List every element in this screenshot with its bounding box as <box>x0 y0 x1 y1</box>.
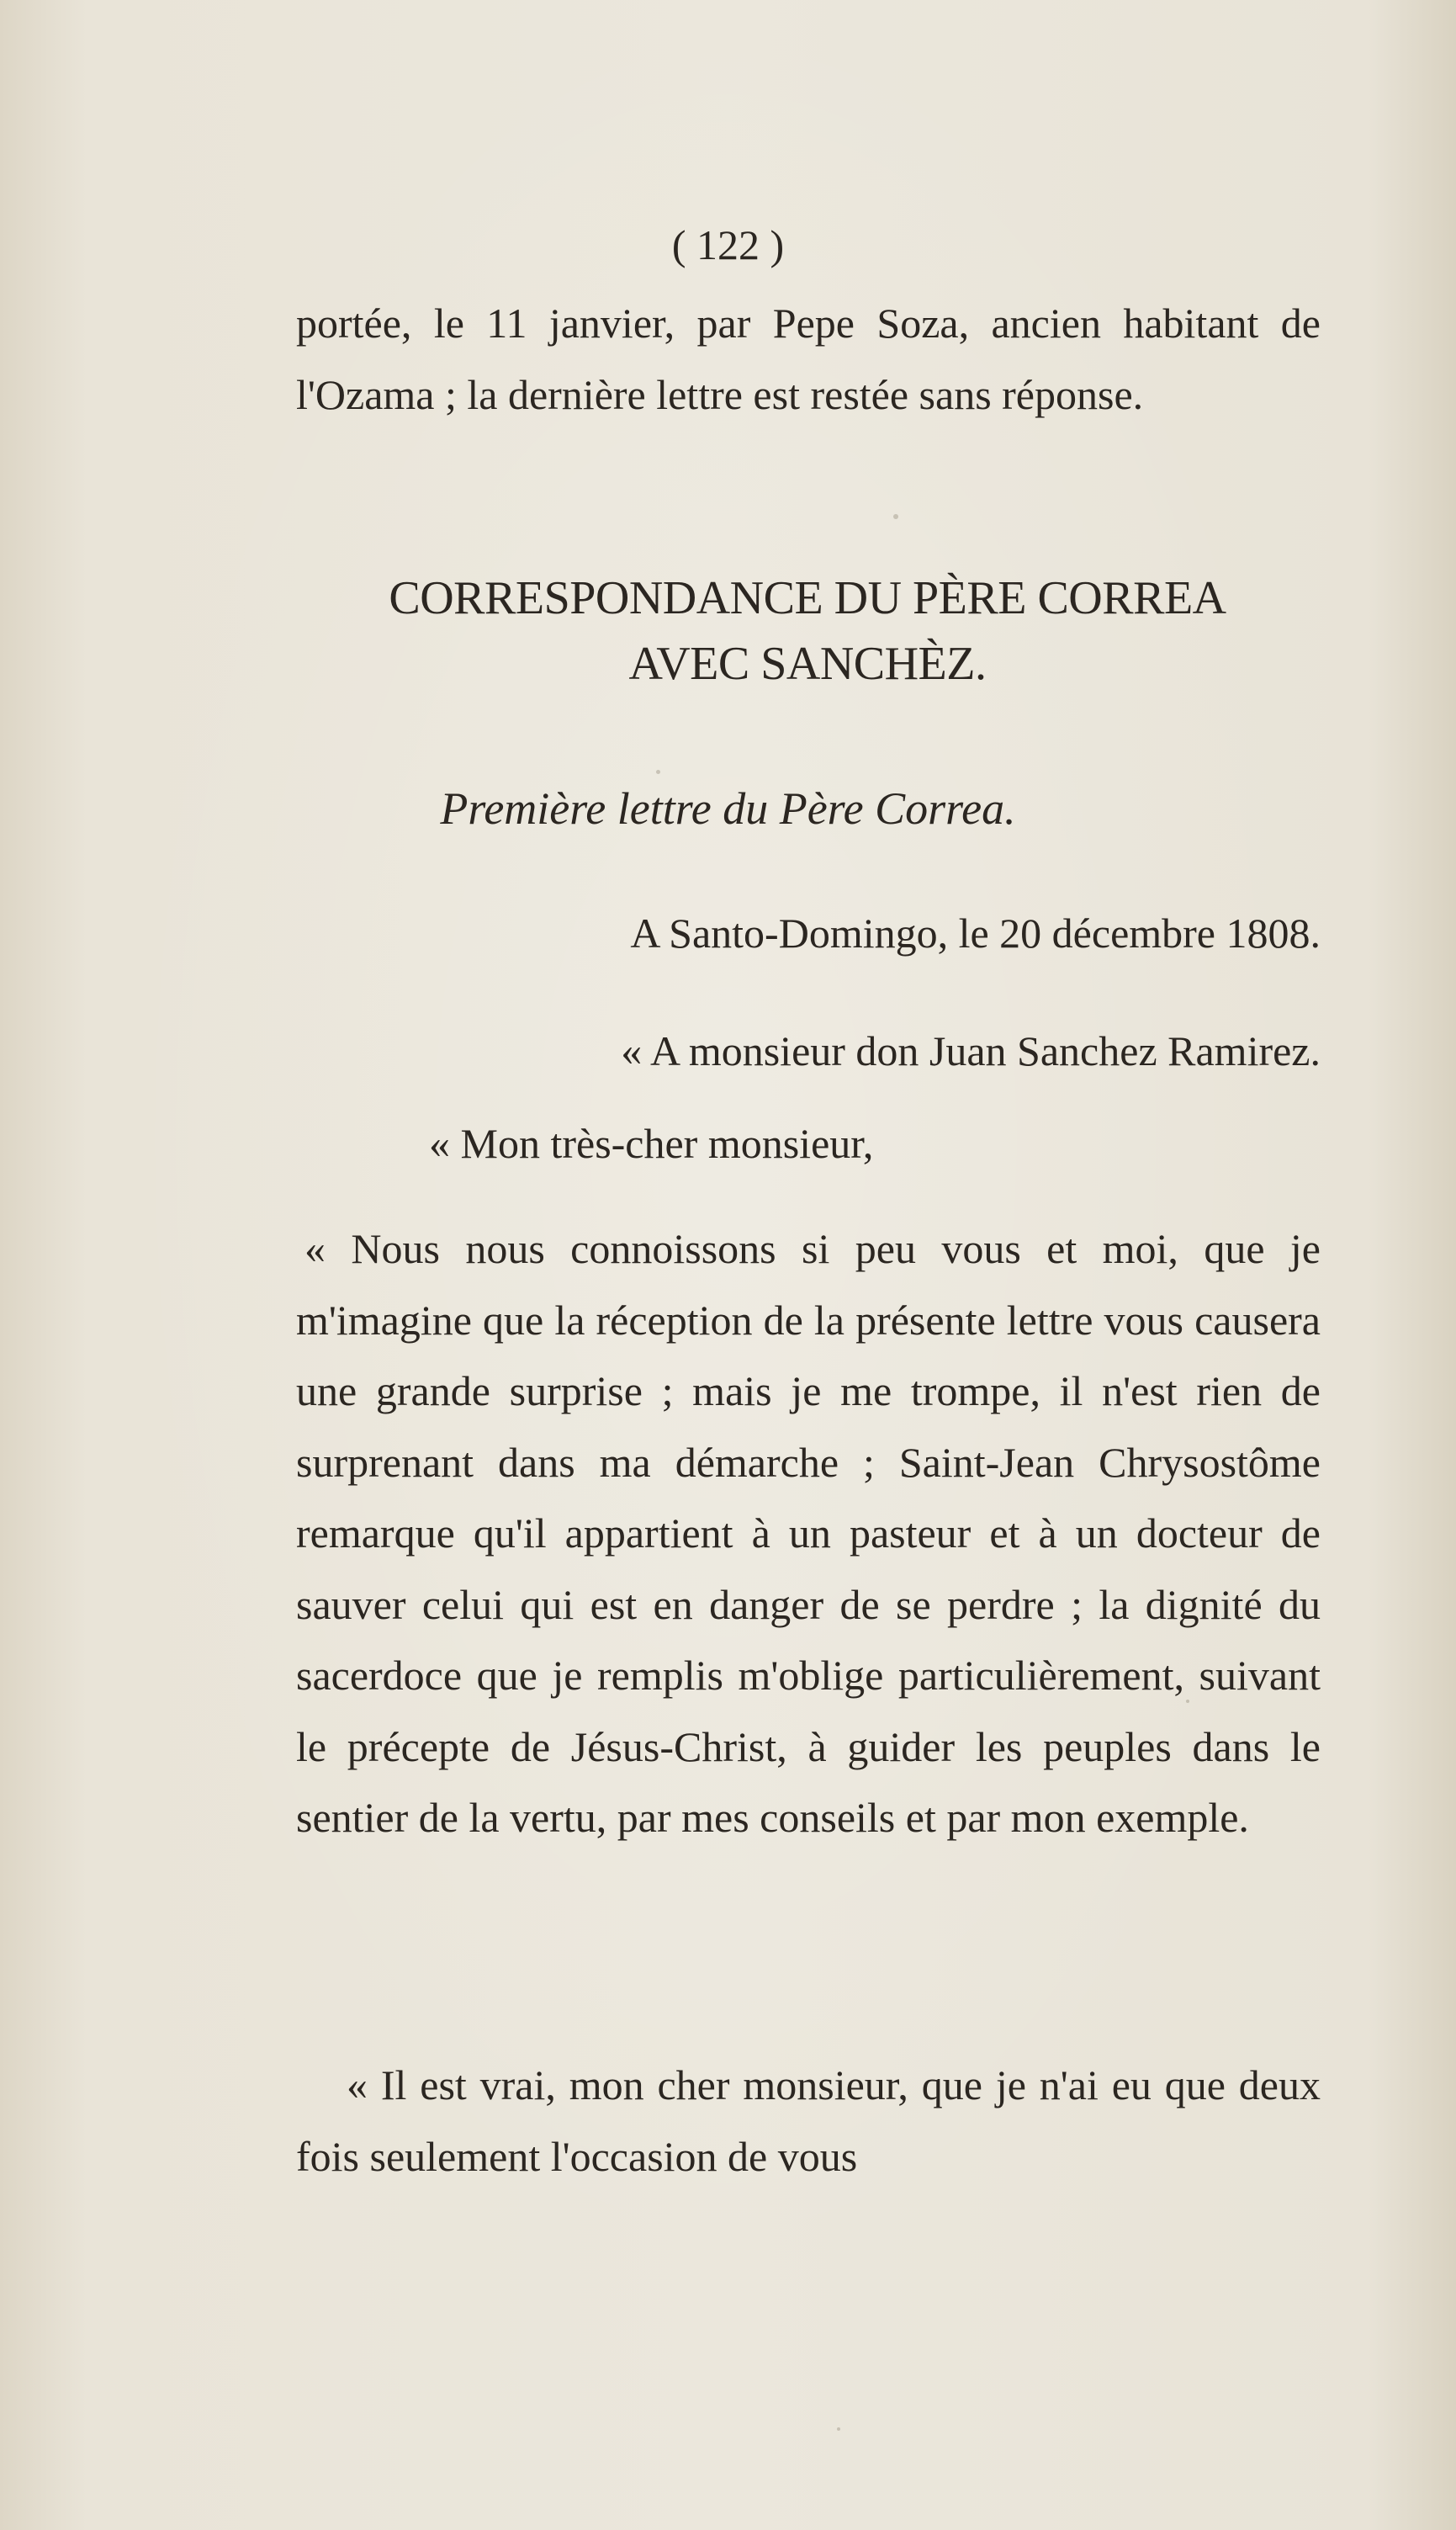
letter-salutation: « Mon très-cher monsieur, <box>429 1120 874 1167</box>
paper-speck <box>893 514 898 519</box>
paper-speck <box>1186 1700 1189 1703</box>
letter-addressee: « A monsieur don Juan Sanchez Ramirez. <box>621 1027 1321 1074</box>
intro-paragraph: portée, le 11 janvier, par Pepe Soza, ancien habitant de l'Ozama ; la dernière lettre est restée sans réponse. <box>296 300 1321 418</box>
letter-dateline: A Santo-Domingo, le 20 décembre 1808. <box>630 910 1321 957</box>
letter-body-paragraph-2: « Il est vrai, mon cher monsieur, que je n'ai eu que deux fois seulement l'occasion de vous <box>296 2061 1321 2180</box>
section-heading <box>252 565 1363 697</box>
letter-body-paragraph-1: « Nous nous connoissons si peu vous et moi, que je m'imagine que la réception de la présente lettre vous causera une grande surprise ; mais je me trompe, il n'est rien de surprenant dans ma démarche ; Saint-Jean Chrysostôme remarque qu'il appartient à un pasteur et à un docteur de sauver celui qui est en danger de se perdre ; la dignité du sacerdoce que je remplis m'oblige particulièrement, suivant le précepte de Jésus-Christ, à guider les peuples dans le sentier de la vertu, par mes conseils et par mon exemple. <box>296 1225 1321 1841</box>
section-heading-line-2: AVEC SANCHÈZ. <box>628 638 987 690</box>
letter-title: Première lettre du Père Correa. <box>440 783 1016 834</box>
paper-speck <box>656 770 660 774</box>
section-heading-line-1: CORRESPONDANCE DU PÈRE CORREA <box>389 572 1226 624</box>
paper-speck <box>837 2427 840 2431</box>
page-number: ( 122 ) <box>671 221 785 268</box>
